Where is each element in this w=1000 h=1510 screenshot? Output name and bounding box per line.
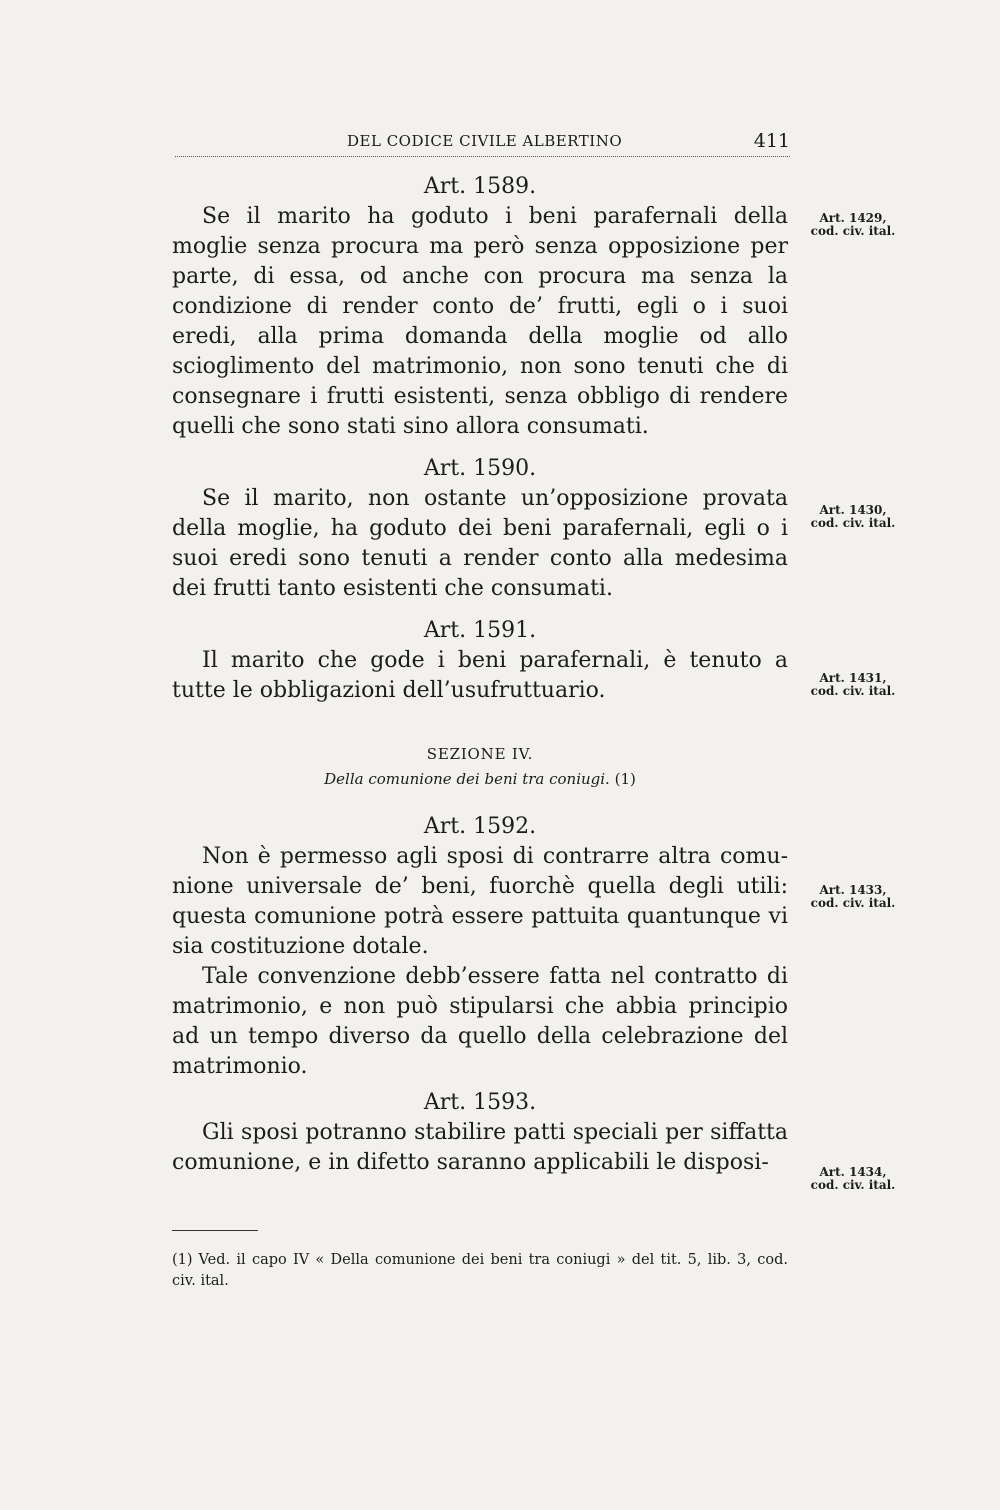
article-heading: Art. 1590. [423, 456, 537, 481]
article-heading: Art. 1591. [423, 618, 537, 643]
margin-note: Art. 1434, cod. civ. ital. [810, 1165, 896, 1192]
running-title: DEL CODICE CIVILE ALBERTINO [347, 132, 623, 150]
article-heading: Art. 1589. [423, 174, 537, 199]
article-paragraph: Il marito che gode i beni parafernali, è tenuto a tutte le obbligazioni dell’usufruttuario. [172, 648, 788, 703]
article-paragraph: Se il marito ha goduto i beni parafernali della moglie senza procura ma però senza opposizione per parte, di essa, od anche con procura ma senza la condizione di render conto de’ frutti, egli o i suoi eredi, alla prima domanda della moglie od allo scioglimento del matrimonio, non sono tenuti che di consegnare i frutti esistenti, senza obbligo di rendere quelli che sono stati sino allora consumati. [172, 204, 788, 439]
article-heading: Art. 1592. [423, 814, 537, 839]
footnote-text: Ved. il capo IV « Della comunione dei beni tra coniugi » del tit. 5, lib. 3, cod. civ. ital. [172, 1252, 788, 1289]
footnote-mark: (1) [172, 1252, 193, 1268]
footnote-reference: (1) [614, 770, 636, 788]
section-subheading [172, 766, 788, 792]
section-subheading-text: Della comunione dei beni tra coniugi. [324, 770, 610, 788]
article-paragraph: Tale convenzione debb’essere fatta nel contratto di matrimonio, e non può stipularsi che abbia principio ad un tempo diverso da quello della celebrazione del matrimonio. [172, 964, 788, 1079]
footnote-divider [172, 1230, 258, 1231]
footnote [172, 1250, 788, 1292]
article-paragraph: Se il marito, non ostante un’opposizione provata della moglie, ha goduto dei beni parafernali, egli o i suoi eredi sono tenuti a render conto alla medesima dei frutti tanto esistenti che consumati. [172, 486, 788, 601]
margin-note: Art. 1430, cod. civ. ital. [810, 503, 896, 530]
section-heading: SEZIONE IV. [426, 745, 534, 763]
margin-note: Art. 1431, cod. civ. ital. [810, 671, 896, 698]
article-paragraph: Gli sposi potranno stabilire patti speciali per siffatta comunione, e in difetto saranno applicabili le disposi- [172, 1120, 788, 1175]
running-head [175, 130, 790, 157]
page-number: 411 [753, 130, 790, 152]
article-heading: Art. 1593. [423, 1090, 537, 1115]
page-body [172, 172, 788, 1178]
margin-note: Art. 1433, cod. civ. ital. [810, 883, 896, 910]
margin-note: Art. 1429, cod. civ. ital. [810, 211, 896, 238]
article-paragraph: Non è permesso agli sposi di contrarre altra comunione universale de’ beni, fuorchè quella degli utili: questa comunione potrà essere pattuita quantunque vi sia costituzione dotale. [172, 844, 788, 959]
